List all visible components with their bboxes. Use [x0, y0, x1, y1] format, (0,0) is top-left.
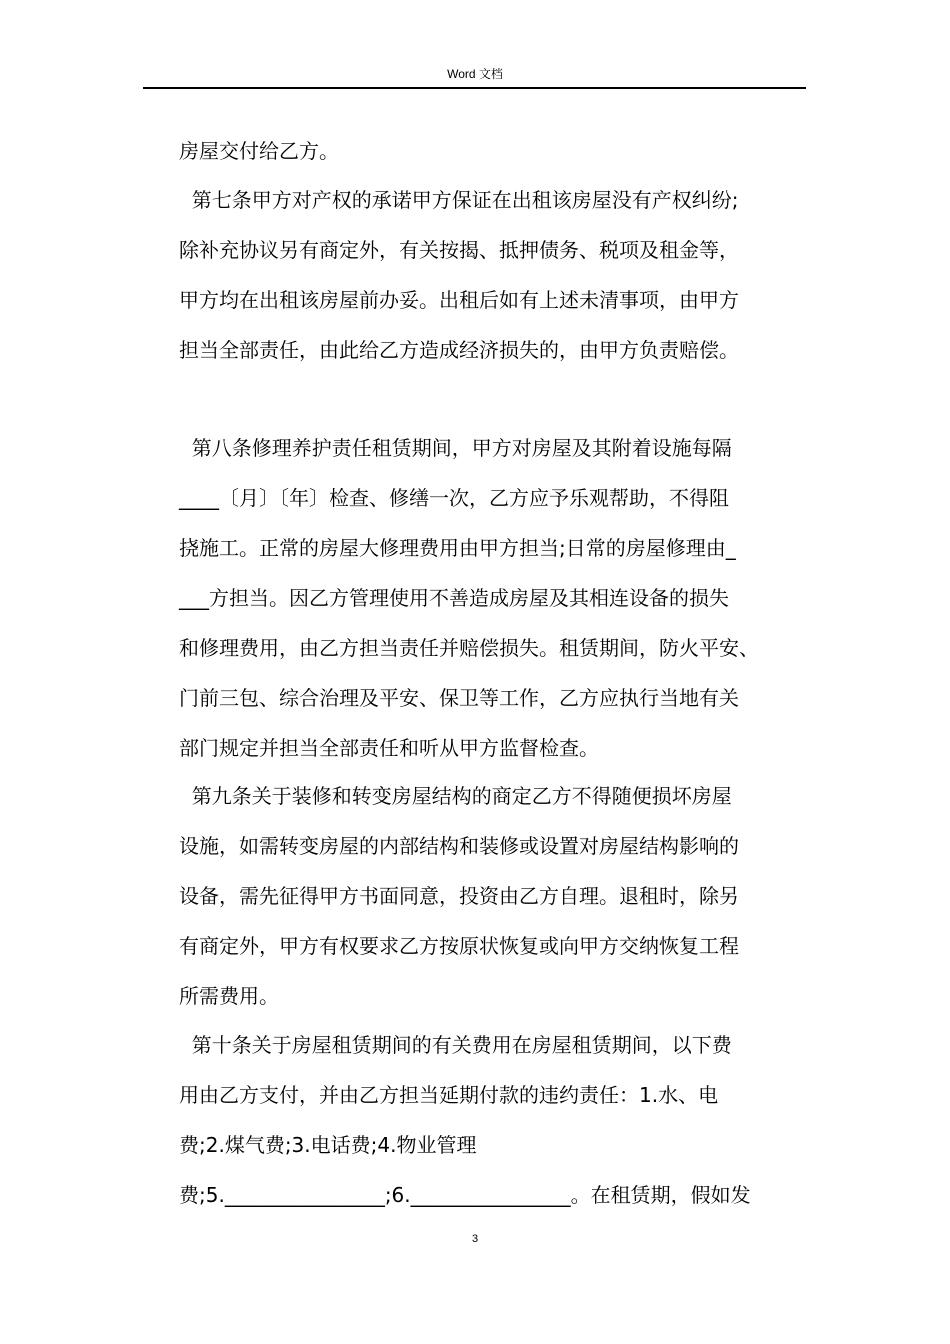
page-number: 3: [471, 1233, 479, 1245]
text-line: 设施，如需转变房屋的内部结构和装修或设置对房屋结构影响的: [179, 834, 739, 858]
text-line: 挠施工。正常的房屋大修理费用由甲方担当;日常的房屋修理由_: [179, 536, 736, 560]
text-line: 设备，需先征得甲方书面同意，投资由乙方自理。退租时，除另: [179, 884, 739, 908]
text-line: 所需费用。: [179, 984, 279, 1008]
text-line: ____〔月〕〔年〕检查、修缮一次，乙方应予乐观帮助，不得阻: [179, 486, 729, 510]
text-line: 和修理费用，由乙方担当责任并赔偿损失。租赁期间，防火平安、: [179, 636, 759, 660]
text-line: 除补充协议另有商定外，有关按揭、抵押债务、税项及租金等，: [179, 238, 739, 262]
page-header: Word 文档: [447, 67, 503, 81]
text-line: 担当全部责任，由此给乙方造成经济损失的，由甲方负责赔偿。: [179, 338, 739, 362]
text-line: 房屋交付给乙方。: [179, 139, 339, 163]
text-line: 用由乙方支付，并由乙方担当延期付款的违约责任：1.水、电: [179, 1083, 719, 1107]
text-line: 部门规定并担当全部责任和听从甲方监督检查。: [179, 736, 599, 760]
text-line: 有商定外，甲方有权要求乙方按原状恢复或向甲方交纳恢复工程: [179, 934, 739, 958]
text-line: 第九条关于装修和转变房屋结构的商定乙方不得随便损坏房屋: [179, 784, 732, 808]
text-line: 第七条甲方对产权的承诺甲方保证在出租该房屋没有产权纠纷;: [179, 188, 739, 212]
text-line: 第十条关于房屋租赁期间的有关费用在房屋租赁期间，以下费: [179, 1033, 732, 1057]
text-line: 甲方均在出租该房屋前办妥。出租后如有上述未清事项，由甲方: [179, 288, 739, 312]
text-line: 费;2.煤气费;3.电话费;4.物业管理: [179, 1133, 477, 1157]
header-divider: [143, 87, 806, 89]
text-line: ___方担当。因乙方管理使用不善造成房屋及其相连设备的损失: [179, 586, 729, 610]
text-line: 第八条修理养护责任租赁期间，甲方对房屋及其附着设施每隔: [179, 436, 732, 460]
text-line: 费;5.________________;6.________________。在租赁期，假如发: [179, 1183, 751, 1207]
text-line: 门前三包、综合治理及平安、保卫等工作，乙方应执行当地有关: [179, 686, 739, 710]
